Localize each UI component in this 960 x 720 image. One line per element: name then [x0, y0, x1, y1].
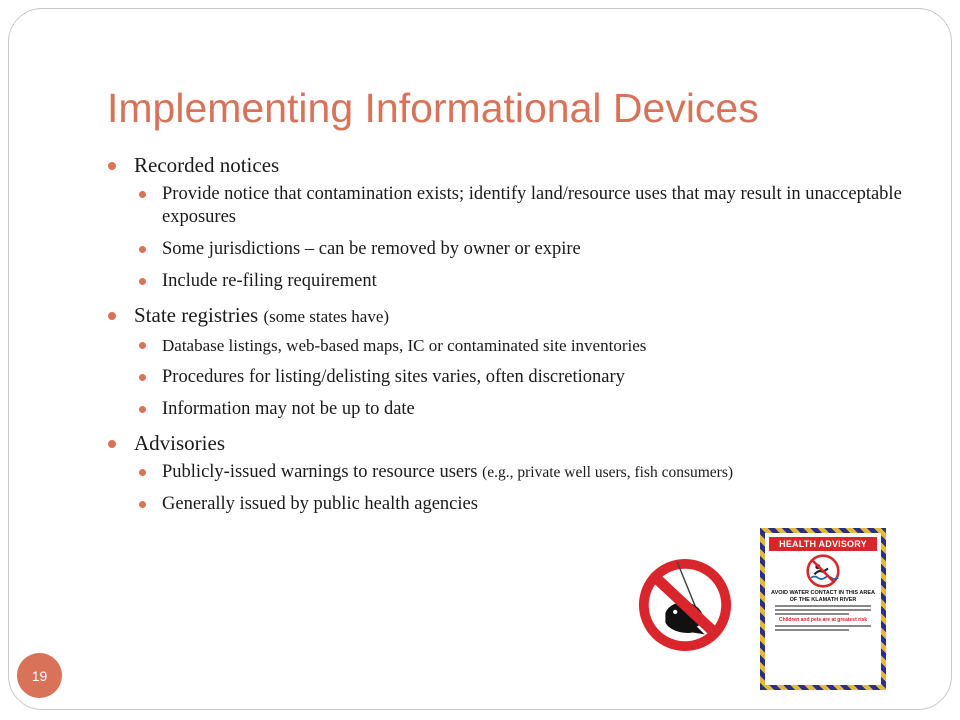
bullet-dot: [139, 191, 146, 198]
no-swimming-icon: [806, 554, 840, 588]
sub-bullet: [134, 238, 916, 261]
sub-bullet-text: Include re-filing requirement: [162, 271, 377, 291]
bullet-dot: [139, 501, 146, 508]
sub-bullet-text: Provide notice that contamination exists; identify land/resource uses that may result in unacceptable exposures: [162, 184, 902, 227]
health-advisory-sign: [760, 528, 886, 690]
sub-bullet-text: Information may not be up to date: [162, 399, 415, 419]
advisory-sign-title: HEALTH ADVISORY: [769, 537, 877, 551]
sub-bullet: [134, 366, 916, 389]
advisory-text-line: [775, 629, 849, 631]
bullet-state-registries: [106, 302, 916, 421]
slide-title: Implementing Informational Devices: [107, 85, 759, 131]
sub-bullet-text: Some jurisdictions – can be removed by owner or expire: [162, 239, 581, 259]
bullet-dot: [108, 440, 116, 448]
advisory-text-line: [775, 609, 871, 611]
bullet-note: (some states have): [263, 307, 390, 326]
bullet-dot: [139, 374, 146, 381]
bullet-dot: [108, 312, 116, 320]
bullet-dot: [139, 246, 146, 253]
bullet-text: Recorded notices: [134, 153, 280, 177]
bullet-dot: [108, 162, 116, 170]
advisory-text-line: [775, 613, 849, 615]
sub-bullet: [134, 270, 916, 293]
sub-bullet: [134, 493, 916, 516]
sub-bullet-note: (e.g., private well users, fish consumers): [482, 464, 734, 481]
sub-bullet-text: Generally issued by public health agencies: [162, 494, 478, 514]
bullet-advisories: [106, 430, 916, 516]
advisory-sign-body: [765, 533, 881, 685]
sub-bullet: [134, 183, 916, 229]
bullet-list: [106, 152, 916, 525]
sub-bullet: [134, 461, 916, 484]
bullet-recorded-notices: [106, 152, 916, 293]
sub-bullet-list: [134, 183, 916, 293]
sub-bullet: [134, 398, 916, 421]
sub-bullet-list: [134, 461, 916, 516]
bullet-dot: [139, 406, 146, 413]
bullet-dot: [139, 278, 146, 285]
bullet-text: Advisories: [134, 431, 225, 455]
sub-bullet-text: Procedures for listing/delisting sites varies, often discretionary: [162, 367, 625, 387]
sub-bullet-text: Publicly-issued warnings to resource users: [162, 462, 478, 482]
advisory-text-line: [775, 605, 871, 607]
sub-bullet-text: Database listings, web-based maps, IC or contaminated site inventories: [162, 336, 647, 355]
bullet-text: State registries: [134, 303, 259, 327]
sub-bullet: [134, 334, 916, 357]
bullet-dot: [139, 469, 146, 476]
advisory-text-line: [775, 625, 871, 627]
advisory-sign-heading: AVOID WATER CONTACT IN THIS AREA OF THE KLAMATH RIVER: [771, 590, 875, 603]
sub-bullet-list: [134, 334, 916, 421]
advisory-sign-warning: Children and pets are at greatest risk: [778, 617, 868, 623]
bullet-dot: [139, 342, 146, 349]
slide-number: 19: [17, 653, 62, 698]
no-fishing-icon: [636, 556, 734, 654]
